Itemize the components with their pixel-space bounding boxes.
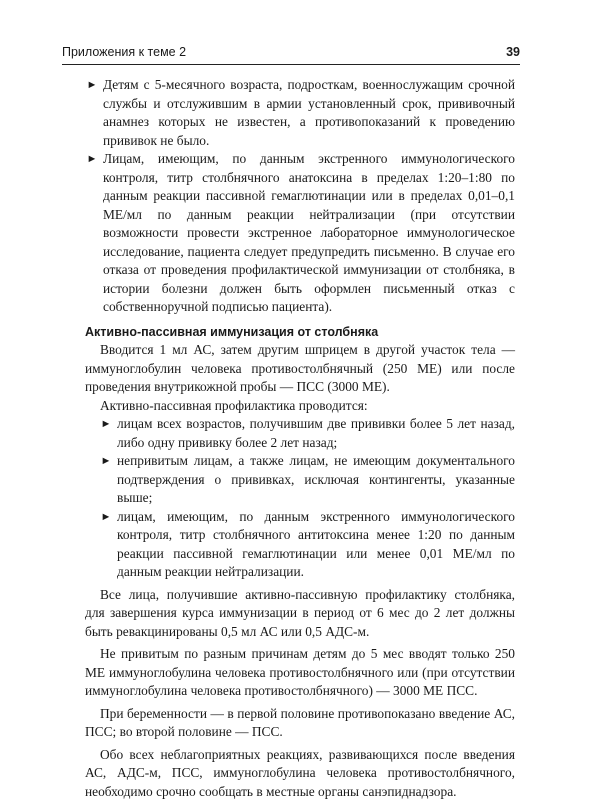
paragraph: Вводится 1 мл АС, затем другим шприцем в другой участок тела — иммуноглобулин человека противостолбнячный (250 МЕ) или после проведения внутрикожной пробы — ПСС (3000 МЕ).	[85, 341, 515, 397]
page-number: 39	[506, 45, 520, 59]
header-rule	[62, 64, 520, 65]
bullet-arrow-icon: ►	[99, 452, 113, 471]
list-item	[99, 508, 515, 582]
paragraph: Все лица, получившие активно-пассивную профилактику столбняка, для завершения курса иммунизации в период от 6 мес до 2 лет должны быть ревакцинированы 0,5 мл АС или 0,5 АДС-м.	[85, 586, 515, 642]
running-title: Приложения к теме 2	[62, 45, 186, 59]
page-body	[85, 76, 515, 801]
bullet-arrow-icon: ►	[99, 415, 113, 434]
list-item	[99, 452, 515, 508]
paragraph: Обо всех неблагоприятных реакциях, развивающихся после введения АС, АДС-м, ПСС, иммуноглобулина человека противостолбнячного, необходимо срочно сообщать в местные органы санэпиднадзора.	[85, 746, 515, 801]
list-item	[85, 76, 515, 150]
paragraph: Не привитым по разным причинам детям до 5 мес вводят только 250 МЕ иммуноглобулина человека противостолбнячного или (при отсутствии иммуноглобулина человека противостолбнячного) — 3000 МЕ ПСС.	[85, 645, 515, 701]
paragraph: Активно-пассивная профилактика проводится:	[85, 397, 515, 416]
bullet-arrow-icon: ►	[99, 508, 113, 527]
bullet-arrow-icon: ►	[85, 150, 99, 169]
list-item	[99, 415, 515, 452]
page-header	[62, 45, 520, 61]
list-item-text: Лицам, имеющим, по данным экстренного иммунологического контроля, титр столбнячного анатоксина в пределах 1:20–1:80 по данным реакции пассивной гемаглютинации или в пределах 0,01–0,1 МЕ/мл по данным реакции нейтрализации (при отсутствии возможности провести экстренное лабораторное иммунологическое исследование, пациента следует предупредить письменно. В случае его отказа от проведения профилактической иммунизации от столбняка, в истории болезни должен быть оформлен письменный отказ с собственноручной подписью пациента).	[103, 151, 515, 314]
list-item-text: лицам всех возрастов, получившим две прививки более 5 лет назад, либо одну прививку более 2 лет назад;	[117, 416, 515, 450]
paragraph: При беременности — в первой половине противопоказано введение АС, ПСС; во второй половине — ПСС.	[85, 705, 515, 742]
section-heading: Активно-пассивная иммунизация от столбняка	[85, 323, 515, 342]
list-item-text: лицам, имеющим, по данным экстренного иммунологического контроля, титр столбнячного антитоксина менее 1:20 по данным реакции пассивной гемаглютинации или менее 0,01 МЕ/мл по данным реакции нейтрализации.	[117, 509, 515, 580]
list-item	[85, 150, 515, 317]
list-item-text: Детям с 5-месячного возраста, подросткам, военнослужащим срочной службы и отслужившим в армии установленный срок, прививочный анамнез которых не известен, а противопоказаний к проведению прививок не было.	[103, 77, 515, 148]
bullet-arrow-icon: ►	[85, 76, 99, 95]
list-item-text: непривитым лицам, а также лицам, не имеющим документального подтверждения о прививках, исключая контингенты, указанные выше;	[117, 453, 515, 505]
